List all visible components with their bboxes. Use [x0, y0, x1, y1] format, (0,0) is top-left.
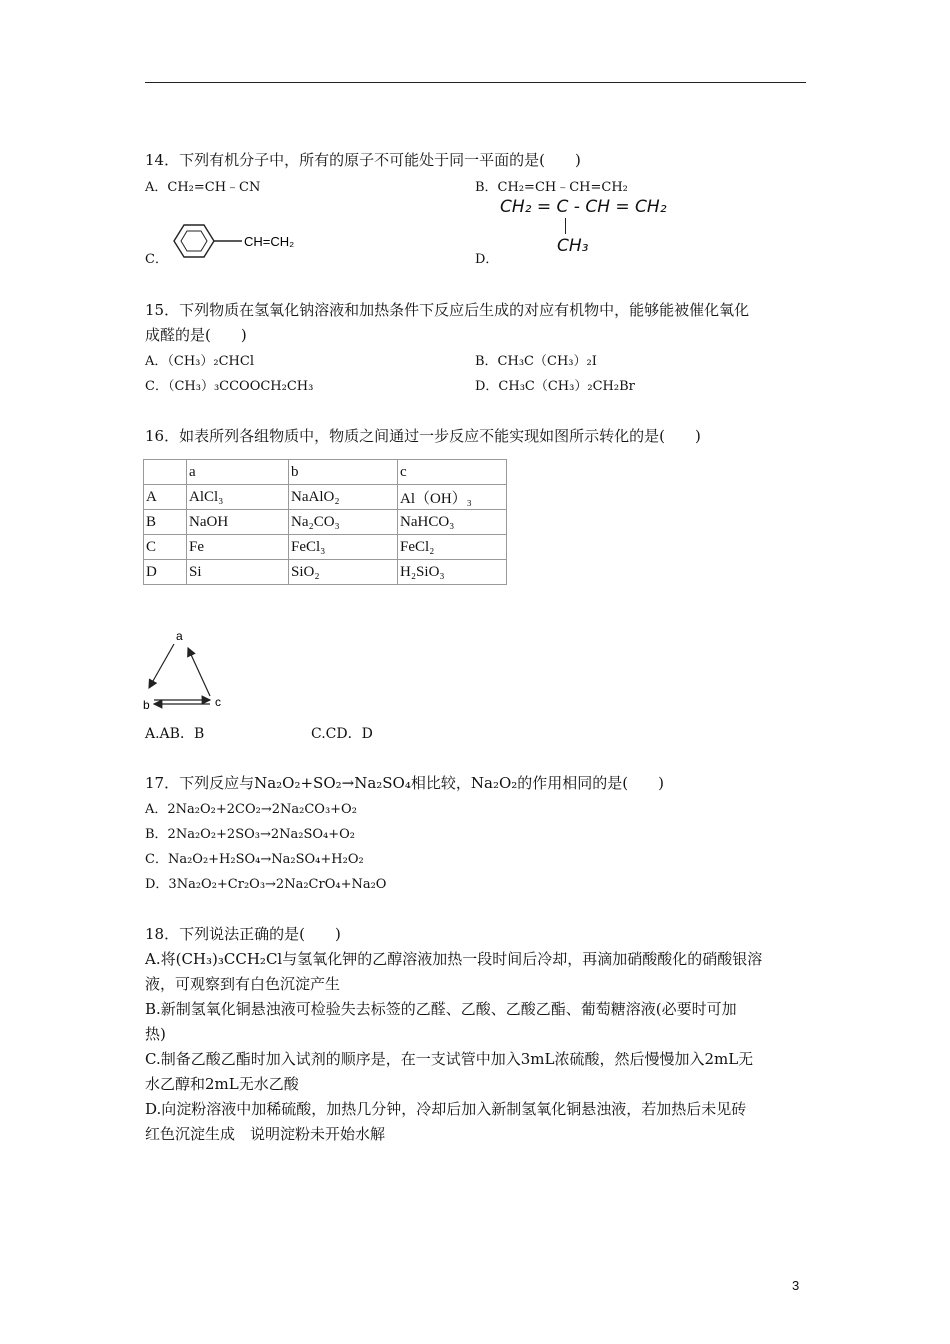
- q14-option-a: A．CH₂=CH﹣CN: [145, 180, 261, 195]
- isoprene-main-chain: CH₂ = C - CH = CH₂: [500, 197, 667, 217]
- q17-stem: 17．下列反应与Na₂O₂+SO₂→Na₂SO₄相比较，Na₂O₂的作用相同的是( ): [145, 774, 664, 792]
- table-cell: SiO₂: [289, 560, 398, 585]
- q15-option-d: D．CH₃C（CH₃）₂CH₂Br: [475, 379, 635, 394]
- q16-table: [143, 459, 507, 585]
- table-cell: [144, 460, 187, 485]
- q16-options-ab: A.AB．B: [145, 726, 205, 742]
- q17-option-b: B．2Na₂O₂+2SO₃→2Na₂SO₄+O₂: [145, 827, 356, 842]
- q18-option-c-line2: 水乙醇和2mL无水乙酸: [145, 1075, 299, 1093]
- q18-option-d-line2: 红色沉淀生成 说明淀粉未开始水解: [145, 1125, 386, 1143]
- table-row: [144, 535, 507, 560]
- table-row: [144, 485, 507, 510]
- diagram-node-c: c: [215, 695, 221, 709]
- table-cell: A: [144, 485, 187, 510]
- table-cell: NaOH: [187, 510, 289, 535]
- arrow-a-to-b: [149, 644, 174, 688]
- q14-option-b: B．CH₂=CH﹣CH=CH₂: [475, 180, 628, 195]
- q14-option-c-label: C．: [145, 252, 168, 267]
- diagram-node-b: b: [143, 698, 150, 712]
- arrow-c-to-a: [188, 648, 210, 696]
- q14-stem: 14．下列有机分子中，所有的原子不可能处于同一平面的是( ): [145, 151, 581, 169]
- q17-option-a: A．2Na₂O₂+2CO₂→2Na₂CO₃+O₂: [145, 802, 357, 817]
- table-cell: Si: [187, 560, 289, 585]
- benzene-inner-ring: [181, 231, 207, 251]
- q16-options-cd: C.CD．D: [311, 726, 373, 742]
- q16-conversion-diagram: [140, 628, 230, 714]
- table-row: [144, 510, 507, 535]
- q15-stem-line1: 15．下列物质在氢氧化钠溶液和加热条件下反应后生成的对应有机物中，能够能被催化氧化: [145, 301, 750, 319]
- q18-option-d-line1: D.向淀粉溶液中加稀硫酸，加热几分钟，冷却后加入新制氢氧化铜悬浊液，若加热后未见砖: [145, 1100, 747, 1118]
- q17-option-d: D．3Na₂O₂+Cr₂O₃→2Na₂CrO₄+Na₂O: [145, 877, 387, 892]
- styrene-vinyl-group: CH=CH₂: [244, 234, 295, 249]
- table-cell: B: [144, 510, 187, 535]
- table-cell: Fe: [187, 535, 289, 560]
- benzene-ring: [174, 225, 214, 257]
- table-cell: AlCl₃: [187, 485, 289, 510]
- table-cell: NaAlO₂: [289, 485, 398, 510]
- table-cell: C: [144, 535, 187, 560]
- q18-option-b-line1: B.新制氢氧化铜悬浊液可检验失去标签的乙醛、乙酸、乙酸乙酯、葡萄糖溶液(必要时可加: [145, 1000, 737, 1018]
- styrene-structure: [168, 220, 308, 262]
- q18-stem: 18．下列说法正确的是( ): [145, 925, 341, 943]
- table-header-row: [144, 460, 507, 485]
- table-cell: b: [289, 460, 398, 485]
- q14-option-d-label: D．: [475, 252, 499, 267]
- q18-option-a-line1: A.将(CH₃)₃CCH₂Cl与氢氧化钾的乙醇溶液加热一段时间后冷却，再滴加硝酸酸化的硝酸银溶: [145, 950, 763, 968]
- table-cell: a: [187, 460, 289, 485]
- q15-stem-line2: 成醛的是( ): [145, 326, 247, 344]
- table-cell: c: [398, 460, 507, 485]
- table-cell: H₂SiO₃: [398, 560, 507, 585]
- q18-option-c-line1: C.制备乙酸乙酯时加入试剂的顺序是，在一支试管中加入3mL浓硫酸，然后慢慢加入2mL无: [145, 1050, 754, 1068]
- diagram-node-a: a: [176, 629, 183, 643]
- table-row: [144, 560, 507, 585]
- table-cell: FeCl₂: [398, 535, 507, 560]
- q18-option-a-line2: 液，可观察到有白色沉淀产生: [145, 975, 341, 993]
- table-cell: D: [144, 560, 187, 585]
- q18-option-b-line2: 热): [145, 1025, 166, 1043]
- table-cell: Al（OH）₃: [398, 485, 507, 510]
- q15-option-a: A．（CH₃）₂CHCl: [145, 354, 254, 369]
- table-cell: Na₂CO₃: [289, 510, 398, 535]
- isoprene-branch-bond: [565, 218, 566, 234]
- table-cell: FeCl₃: [289, 535, 398, 560]
- q15-option-c: C．（CH₃）₃CCOOCH₂CH₃: [145, 379, 314, 394]
- q15-option-b: B．CH₃C（CH₃）₂I: [475, 354, 597, 369]
- q17-option-c: C．Na₂O₂+H₂SO₄→Na₂SO₄+H₂O₂: [145, 852, 364, 867]
- q16-stem: 16．如表所列各组物质中，物质之间通过一步反应不能实现如图所示转化的是( ): [145, 427, 701, 445]
- header-rule: [145, 82, 806, 83]
- table-cell: NaHCO₃: [398, 510, 507, 535]
- isoprene-methyl: CH₃: [557, 236, 589, 256]
- page-number: 3: [792, 1278, 800, 1293]
